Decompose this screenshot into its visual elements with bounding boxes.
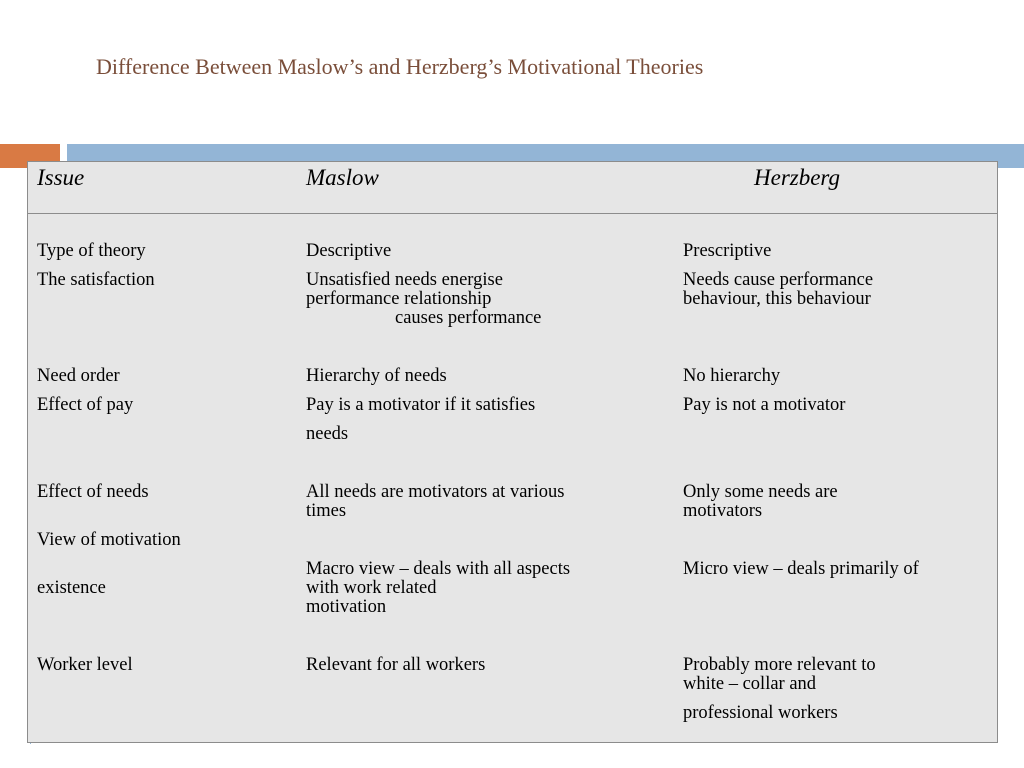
row-worker-maslow: Relevant for all workers	[306, 655, 486, 675]
row-need-order-issue: Need order	[37, 366, 120, 386]
header-issue: Issue	[37, 165, 85, 190]
row-needs-issue: Effect of needs	[37, 482, 149, 502]
row-pay-maslow-1: Pay is a motivator if it satisfies	[306, 395, 536, 415]
row-view-issue-2: existence	[37, 578, 106, 598]
row-satisfaction-maslow-3: causes performance	[395, 308, 542, 328]
row-view-maslow-3: motivation	[306, 597, 387, 617]
header-divider	[28, 213, 997, 214]
row-needs-herzberg-2: motivators	[683, 501, 763, 521]
row-satisfaction-maslow-1: Unsatisfied needs energise	[306, 270, 503, 290]
header-herzberg: Herzberg	[754, 165, 841, 190]
row-satisfaction-issue: The satisfaction	[37, 270, 155, 290]
header-maslow: Maslow	[306, 165, 379, 190]
row-worker-herzberg-2: white – collar and	[683, 674, 817, 694]
row-view-maslow-2: with work related	[306, 578, 437, 598]
row-satisfaction-herzberg-2: behaviour, this behaviour	[683, 289, 871, 309]
row-worker-herzberg-1: Probably more relevant to	[683, 655, 876, 675]
row-satisfaction-herzberg-1: Needs cause performance	[683, 270, 874, 290]
row-needs-maslow-1: All needs are motivators at various	[306, 482, 565, 502]
row-needs-herzberg-1: Only some needs are	[683, 482, 838, 502]
row-view-issue-1: View of motivation	[37, 530, 181, 550]
row-pay-herzberg: Pay is not a motivator	[683, 395, 846, 415]
slide-title: Difference Between Maslow’s and Herzberg’s Motivational Theories	[96, 54, 704, 79]
row-satisfaction-maslow-2: performance relationship	[306, 289, 492, 309]
row-type-maslow: Descriptive	[306, 241, 392, 261]
row-pay-issue: Effect of pay	[37, 395, 134, 415]
row-need-order-herzberg: No hierarchy	[683, 366, 781, 386]
row-view-maslow-1: Macro view – deals with all aspects	[306, 559, 571, 579]
row-view-herzberg: Micro view – deals primarily of	[683, 559, 919, 579]
comparison-table	[27, 161, 998, 743]
row-pay-maslow-2: needs	[306, 424, 349, 444]
row-worker-herzberg-3: professional workers	[683, 703, 838, 723]
row-needs-maslow-2: times	[306, 501, 347, 521]
row-type-issue: Type of theory	[37, 241, 146, 261]
row-type-herzberg: Prescriptive	[683, 241, 772, 261]
row-need-order-maslow: Hierarchy of needs	[306, 366, 447, 386]
row-worker-issue: Worker level	[37, 655, 133, 675]
